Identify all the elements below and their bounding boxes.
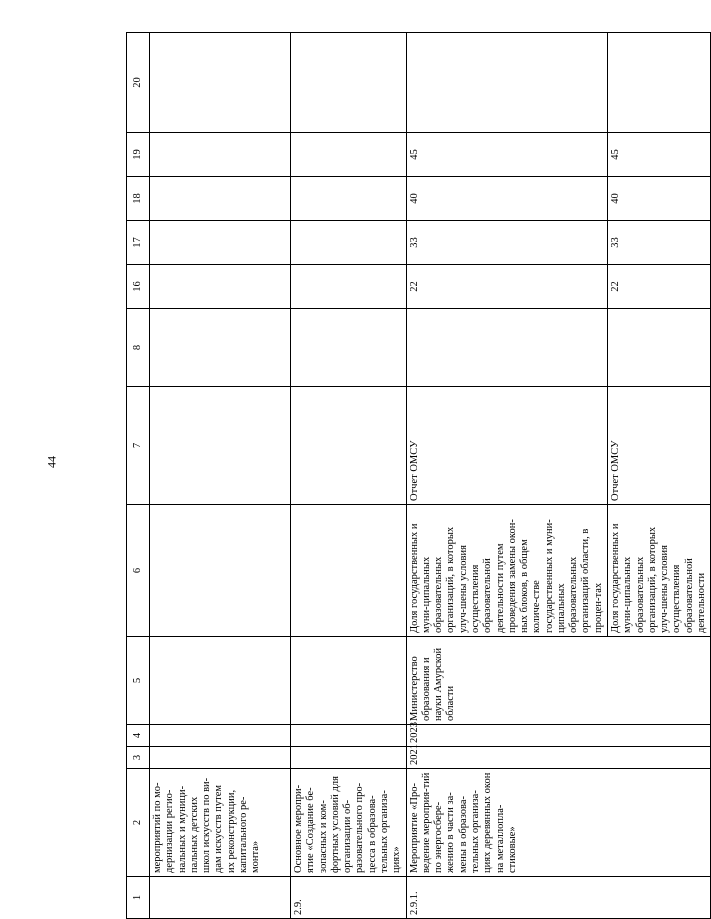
- cell-col17: 33: [406, 221, 608, 265]
- cell-col18: [291, 177, 407, 221]
- cell-col17: 33: [608, 221, 711, 265]
- cell-col17: [150, 221, 291, 265]
- cell-col18: 40: [406, 177, 608, 221]
- header-cell: 2: [127, 769, 150, 877]
- header-row: [127, 33, 150, 919]
- cell-activity-name: Мероприятие «Про-ведение мероприя-тий по энергосбере-жению в части за-мены в образова-тельных организа-циях деревянных окон на металлопла-стиковые»: [406, 769, 711, 877]
- cell-col20: [291, 33, 407, 133]
- cell-col8: [291, 309, 407, 387]
- cell-col17: [291, 221, 407, 265]
- cell-col16: [291, 265, 407, 309]
- cell-executor: [291, 637, 407, 725]
- cell-indicator: [291, 505, 407, 637]
- cell-col16: 22: [406, 265, 608, 309]
- cell-end-year: 2023: [406, 725, 711, 747]
- header-cell: 6: [127, 505, 150, 637]
- cell-col20: [608, 33, 711, 133]
- cell-start-year: 2021: [406, 747, 711, 769]
- cell-col18: [150, 177, 291, 221]
- cell-col16: [150, 265, 291, 309]
- cell-col8: [406, 309, 608, 387]
- rotated-table-sheet: [126, 33, 707, 919]
- header-cell: 19: [127, 133, 150, 177]
- header-cell: 5: [127, 637, 150, 725]
- cell-col8: [150, 309, 291, 387]
- header-cell: 4: [127, 725, 150, 747]
- header-cell: 3: [127, 747, 150, 769]
- cell-number: 2.9.: [291, 877, 407, 919]
- cell-executor: [150, 637, 291, 725]
- cell-col19: 45: [608, 133, 711, 177]
- header-cell: 1: [127, 877, 150, 919]
- cell-col19: [291, 133, 407, 177]
- cell-number: [150, 877, 291, 919]
- cell-indicator: Доля государственных и муни-ципальных образовательных организаций, в которых улуч-шены условия осуществления образовательной деятельности путем проведения замены окон-ных блоков, в общем количе-стве государственных и муни-ципальных образовательных организаций области, в процен-тах: [406, 505, 608, 637]
- indicators-table: [126, 32, 711, 919]
- header-cell: 17: [127, 221, 150, 265]
- cell-end-year: [291, 725, 407, 747]
- cell-col19: 45: [406, 133, 608, 177]
- cell-col19: [150, 133, 291, 177]
- cell-start-year: [291, 747, 407, 769]
- table-row: [150, 33, 291, 919]
- cell-col18: 40: [608, 177, 711, 221]
- cell-end-year: [150, 725, 291, 747]
- table-row: [406, 33, 608, 919]
- cell-indicator: [150, 505, 291, 637]
- table-row: [291, 33, 407, 919]
- cell-activity-name: мероприятий по мо-дернизации регио-нальных и муници-пальных детских школ искусств по ви-дам искусств путем их реконструкции, капитального ре-монта»: [150, 769, 291, 877]
- header-cell: 20: [127, 33, 150, 133]
- page-number: 44: [44, 456, 59, 468]
- cell-col16: 22: [608, 265, 711, 309]
- cell-executor: Министерство образования и науки Амурской области: [406, 637, 711, 725]
- header-cell: 16: [127, 265, 150, 309]
- cell-indicator: Доля государственных и муни-ципальных образовательных организаций, в которых улуч-шены условия осуществления образовательной деятельности: [608, 505, 711, 637]
- cell-source: Отчет ОМСУ: [608, 387, 711, 505]
- header-cell: 7: [127, 387, 150, 505]
- cell-activity-name: Основное меропри-ятие «Создание бе-зопасных и ком-фортных условий для организации об-разовательного про-цесса в образова-тельных организа-циях»: [291, 769, 407, 877]
- cell-source: [291, 387, 407, 505]
- cell-col20: [406, 33, 608, 133]
- cell-col20: [150, 33, 291, 133]
- cell-col8: [608, 309, 711, 387]
- cell-start-year: [150, 747, 291, 769]
- cell-source: Отчет ОМСУ: [406, 387, 608, 505]
- cell-number: 2.9.1.: [406, 877, 711, 919]
- cell-source: [150, 387, 291, 505]
- header-cell: 8: [127, 309, 150, 387]
- header-cell: 18: [127, 177, 150, 221]
